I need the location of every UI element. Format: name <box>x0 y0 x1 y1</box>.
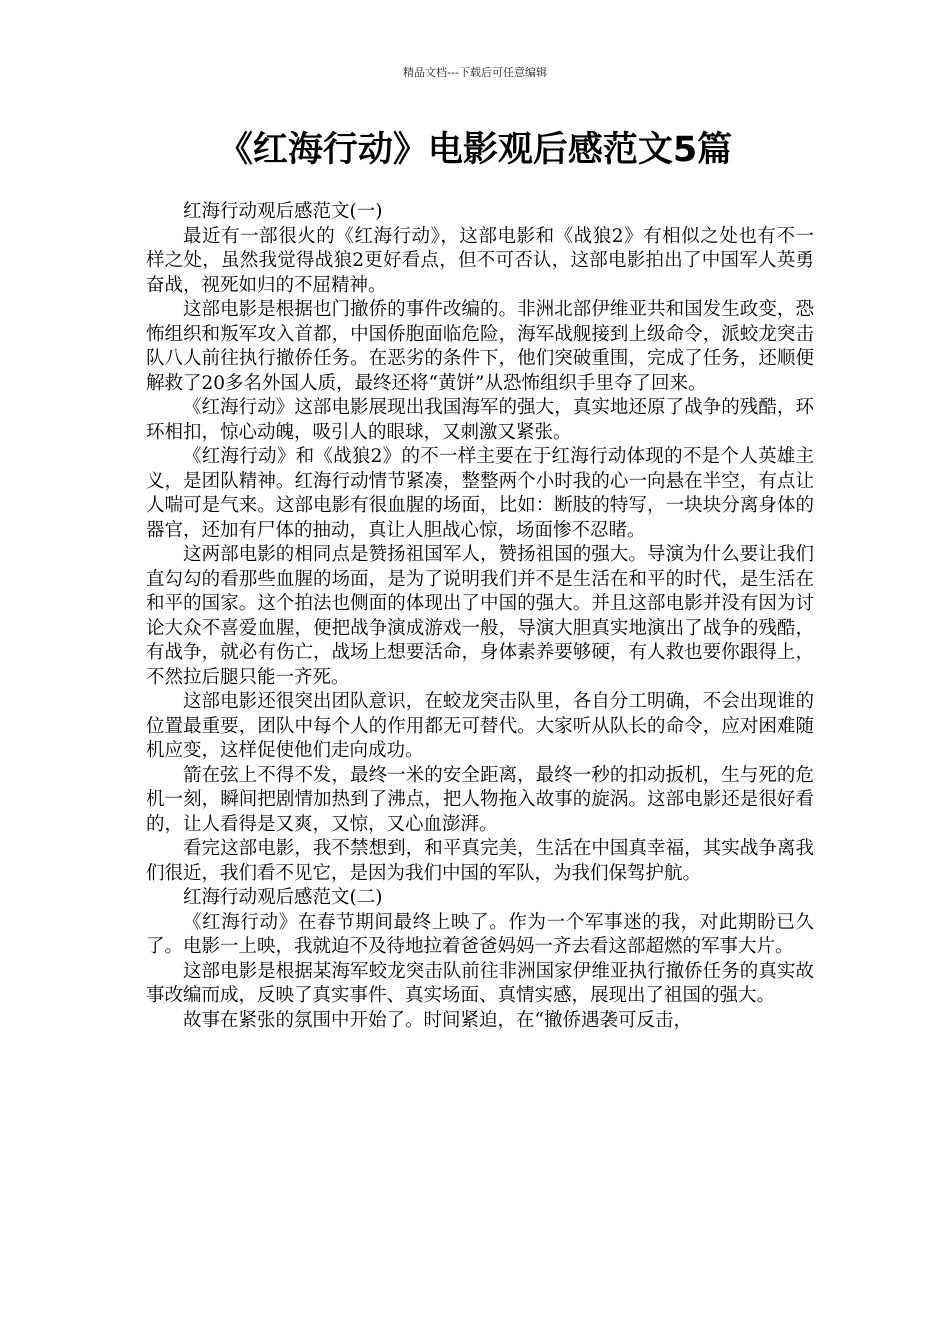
paragraph: 这部电影是根据也门撤侨的事件改编的。非洲北部伊维亚共和国发生政变，恐怖组织和叛军攻入首都，中国侨胞面临危险，海军战舰接到上级命令，派蛟龙突击队八人前往执行撤侨任务。在恶劣的条件下，他们突破重围，完成了任务，还顺便解救了20多名外国人质，最终还将“黄饼”从恐怖组织手里夺了回来。 <box>146 299 814 394</box>
paragraph: 《红海行动》在春节期间最终上映了。作为一个军事迷的我，对此期盼已久了。电影一上映，我就迫不及待地拉着爸爸妈妈一齐去看这部超燃的军事大片。 <box>146 911 814 957</box>
document-body <box>146 200 814 1033</box>
section-heading: 红海行动观后感范文(一) <box>183 201 383 222</box>
paragraph: 《红海行动》这部电影展现出我国海军的强大，真实地还原了战争的残酷，环环相扣，惊心动魄，吸引人的眼球，又刺激又紧张。 <box>146 397 814 443</box>
paragraph: 这部电影是根据某海军蛟龙突击队前往非洲国家伊维亚执行撤侨任务的真实故事改编而成，反映了真实事件、真实场面、真情实感，展现出了祖国的强大。 <box>146 960 814 1006</box>
paragraph: 这部电影还很突出团队意识，在蛟龙突击队里，各自分工明确，不会出现谁的位置最重要，团队中每个人的作用都无可替代。大家听从队长的命令，应对困难随机应变，这样促使他们走向成功。 <box>146 691 814 761</box>
document-title: 《红海行动》电影观后感范文5篇 <box>217 130 733 170</box>
header-note: 精品文档---下载后可任意编辑 <box>403 66 547 79</box>
paragraph: 箭在弦上不得不发，最终一米的安全距离，最终一秒的扣动扳机，生与死的危机一刻，瞬间把剧情加热到了沸点，把人物拖入故事的旋涡。这部电影还是很好看的，让人看得是又爽，又惊，又心血澎湃。 <box>146 764 814 835</box>
paragraph: 故事在紧张的氛围中开始了。时间紧迫，在“撤侨遇袭可反击， <box>183 1009 692 1031</box>
paragraph: 看完这部电影，我不禁想到，和平真完美，生活在中国真幸福，其实战争离我们很近，我们看不见它，是因为我们中国的军队，为我们保驾护航。 <box>146 838 814 884</box>
section-heading: 红海行动观后感范文(二) <box>183 887 383 908</box>
paragraph: 《红海行动》和《战狼2》的不一样主要在于红海行动体现的不是个人英雄主义，是团队精神。红海行动情节紧凑，整整两个小时我的心一向悬在半空，有点让人喘可是气来。这部电影有很血腥的场面，比如：断肢的特写，一块块分离身体的器官，还加有尸体的抽动，真让人胆战心惊，场面惨不忍睹。 <box>146 446 814 541</box>
paragraph: 这两部电影的相同点是赞扬祖国军人，赞扬祖国的强大。导演为什么要让我们直勾勾的看那些血腥的场面，是为了说明我们并不是生活在和平的时代，是生活在和平的国家。这个拍法也侧面的体现出了中国的强大。并且这部电影并没有因为讨论大众不喜爱血腥，便把战争演成游戏一般，导演大胆真实地演出了战争的残酷，有战争，就必有伤亡，战场上想要活命，身体素养要够硬，有人救也要你跟得上，不然拉后腿只能一齐死。 <box>146 544 814 688</box>
paragraph: 最近有一部很火的《红海行动》，这部电影和《战狼2》有相似之处也有不一样之处，虽然我觉得战狼2更好看点，但不可否认，这部电影拍出了中国军人英勇奋战，视死如归的不屈精神。 <box>146 225 814 296</box>
